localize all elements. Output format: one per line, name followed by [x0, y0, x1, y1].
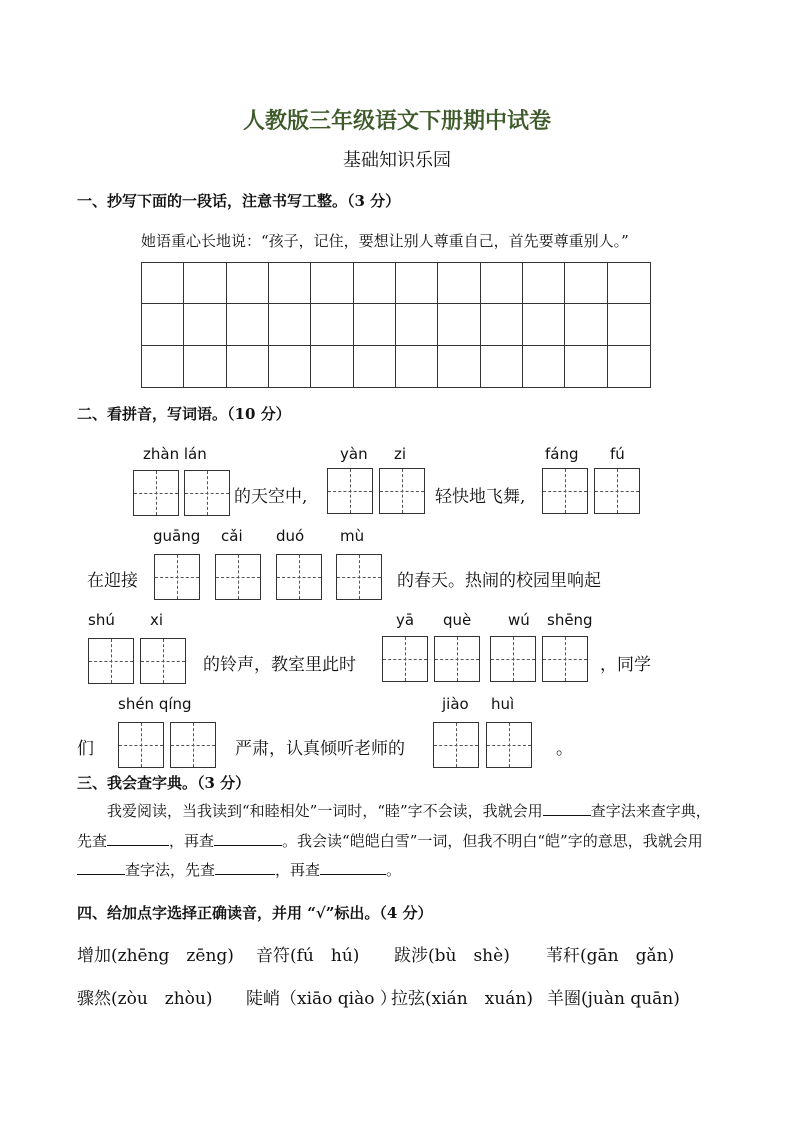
answer-blank[interactable] — [107, 844, 169, 846]
sentence-text: 的天空中, — [234, 487, 308, 507]
pinyin-label: shēng — [547, 611, 593, 629]
pronunciation-item[interactable]: 骤然(zòu zhòu) — [77, 989, 213, 1009]
tianzige-box[interactable] — [140, 638, 186, 684]
pinyin-label: huì — [491, 695, 515, 713]
section-1-heading: 一、抄写下面的一段话，注意书写工整。（3 分） — [77, 192, 401, 210]
tianzige-box[interactable] — [433, 722, 479, 768]
tianzige-box[interactable] — [542, 636, 588, 682]
writing-grid[interactable] — [141, 262, 651, 388]
sentence-text: 的春天。热闹的校园里响起 — [397, 571, 601, 591]
pinyin-label: shú — [88, 611, 115, 629]
sentence-text: 。 — [556, 739, 573, 759]
pinyin-label: guāng — [153, 527, 201, 545]
tianzige-box[interactable] — [154, 554, 200, 600]
pinyin-label: cǎi — [221, 527, 243, 545]
tianzige-box[interactable] — [486, 722, 532, 768]
sentence-text: 严肃，认真倾听老师的 — [235, 739, 405, 759]
page-title: 人教版三年级语文下册期中试卷 — [242, 108, 551, 134]
pronunciation-item[interactable]: 拉弦(xián xuán) — [391, 989, 533, 1009]
pinyin-label: yàn — [340, 445, 368, 463]
tianzige-box[interactable] — [327, 468, 373, 514]
tianzige-box[interactable] — [434, 636, 480, 682]
section-4-heading: 四、给加点字选择正确读音，并用 “√”标出。（4 分） — [77, 904, 433, 922]
pinyin-label: mù — [340, 527, 365, 545]
pronunciation-item[interactable]: 音符(fú hú) — [256, 946, 360, 966]
pinyin-label: yā — [396, 611, 415, 629]
tianzige-box[interactable] — [382, 636, 428, 682]
sentence-text: 轻快地飞舞, — [435, 487, 526, 507]
answer-blank[interactable] — [77, 873, 125, 875]
tianzige-box[interactable] — [118, 722, 164, 768]
copy-sentence: 她语重心长地说：“孩子，记住，要想让别人尊重自己，首先要尊重别人。” — [141, 232, 629, 250]
pinyin-label: shén qíng — [118, 695, 192, 713]
pinyin-label: zhàn lán — [143, 445, 207, 463]
pinyin-label: fú — [610, 445, 625, 463]
answer-blank[interactable] — [215, 873, 275, 875]
tianzige-box[interactable] — [170, 722, 216, 768]
tianzige-box[interactable] — [215, 554, 261, 600]
tianzige-box[interactable] — [336, 554, 382, 600]
page-subtitle: 基础知识乐园 — [343, 150, 451, 171]
answer-blank[interactable] — [214, 844, 282, 846]
pinyin-label: xi — [150, 611, 164, 629]
pinyin-label: wú — [508, 611, 530, 629]
sentence-text: ，同学 — [600, 655, 651, 675]
pronunciation-item[interactable]: 苇秆(gān gǎn) — [546, 946, 675, 966]
pinyin-label: jiào — [442, 695, 469, 713]
tianzige-box[interactable] — [88, 638, 134, 684]
tianzige-box[interactable] — [276, 554, 322, 600]
pinyin-label: duó — [276, 527, 305, 545]
pronunciation-item[interactable]: 跋涉(bù shè) — [394, 946, 510, 966]
section-2-heading: 二、看拼音，写词语。（10 分） — [77, 405, 291, 423]
answer-blank[interactable] — [320, 873, 386, 875]
tianzige-box[interactable] — [379, 468, 425, 514]
pronunciation-item[interactable]: 陡峭（xiāo qiào ） — [246, 989, 397, 1009]
pinyin-label: fáng — [545, 445, 579, 463]
section-3-heading: 三、我会查字典。（3 分） — [77, 774, 251, 792]
tianzige-box[interactable] — [490, 636, 536, 682]
sentence-text: 们 — [77, 739, 94, 759]
dictionary-paragraph: 我爱阅读，当我读到“和睦相处”一词时，“睦”字不会读，我就会用 查字法来查字典，先查 ，再查 。我会读“皑皑白雪”一词，但我不明白“皑”字的意思，我就会用查字法，先查 ，再查 。 — [77, 802, 711, 879]
pronunciation-item[interactable]: 增加(zhēng zēng) — [77, 946, 234, 966]
pronunciation-item[interactable]: 羊圈(juàn quān) — [547, 989, 680, 1009]
pinyin-label: què — [443, 611, 472, 629]
sentence-text: 在迎接 — [87, 571, 138, 591]
tianzige-box[interactable] — [133, 470, 179, 516]
tianzige-box[interactable] — [542, 468, 588, 514]
sentence-text: 的铃声，教室里此时 — [203, 655, 356, 675]
answer-blank[interactable] — [543, 814, 591, 816]
tianzige-box[interactable] — [594, 468, 640, 514]
tianzige-box[interactable] — [184, 470, 230, 516]
pinyin-label: zi — [394, 445, 407, 463]
